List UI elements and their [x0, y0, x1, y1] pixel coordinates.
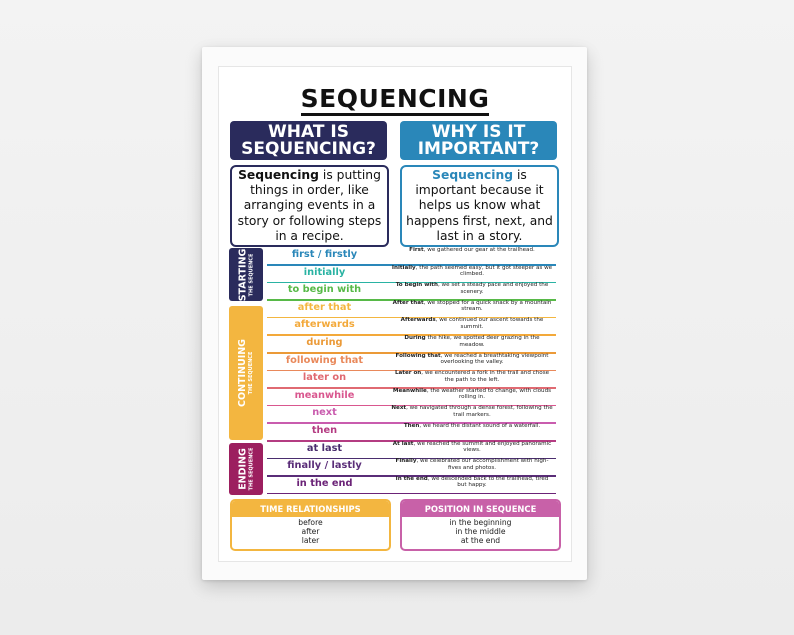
example-keyword: At last	[392, 440, 414, 447]
why-important-header: WHY IS IT IMPORTANT?	[400, 121, 557, 160]
example-keyword: During	[404, 335, 426, 341]
example-sentence	[391, 388, 553, 401]
what-is-box	[230, 165, 389, 247]
example-keyword: Next	[391, 405, 407, 412]
sequence-word: first / firstly	[291, 249, 358, 260]
example-text: , we continued our ascent towards the summit.	[435, 317, 544, 330]
sequence-row	[265, 283, 556, 301]
why-important-box	[400, 165, 559, 247]
example-keyword: First	[409, 247, 424, 253]
sequence-row	[265, 336, 556, 354]
example-text: , we stopped for a quick snack by a mountain stream.	[423, 299, 552, 313]
sequence-row	[265, 424, 556, 442]
what-keyword: Sequencing	[238, 167, 319, 182]
sequence-row	[265, 301, 556, 319]
example-text: the hike, we spotted deer grazing in the meadow.	[425, 335, 540, 348]
example-keyword: Meanwhile	[392, 387, 427, 394]
example-keyword: To begin with	[395, 282, 438, 289]
sequence-word: during	[306, 337, 343, 348]
example-sentence	[391, 423, 553, 430]
example-sentence	[391, 282, 553, 295]
example-text: , we descended back to the trailhead, tired but happy.	[427, 475, 549, 489]
sequence-word: at last	[306, 442, 343, 454]
example-sentence	[391, 353, 553, 366]
row-divider	[267, 493, 556, 495]
time-relationships-header: TIME RELATIONSHIPS	[232, 501, 389, 517]
position-in-sequence-box	[400, 499, 561, 551]
sequence-word: in the end	[296, 477, 353, 489]
list-item: after	[301, 527, 320, 536]
example-keyword: Finally	[395, 458, 417, 465]
sequence-word: after that	[297, 301, 352, 313]
sequence-word: next	[312, 407, 337, 419]
time-relationships-box	[230, 499, 391, 551]
list-item: before	[298, 518, 323, 527]
example-sentence	[391, 317, 553, 330]
list-item: at the end	[460, 536, 501, 545]
sequence-word: then	[311, 425, 338, 436]
continuing-label: CONTINUING THE SEQUENCE	[229, 306, 263, 440]
example-keyword: Initially	[391, 264, 416, 271]
example-text: , we set a steady pace and enjoyed the scenery.	[437, 282, 549, 295]
sequence-row	[265, 459, 556, 477]
example-text: , we celebrated our accomplishment with high-fives and photos.	[416, 458, 549, 471]
example-sentence	[391, 441, 553, 454]
example-text: , we gathered our gear at the trailhead.	[423, 247, 535, 253]
what-text: is putting things in order, like arranging events in a story or following steps in a recipe.	[237, 167, 382, 243]
example-keyword: After that	[392, 299, 424, 306]
example-text: , we heard the distant sound of a waterfall.	[419, 423, 541, 429]
example-text: , we encountered a fork in the trail and chose the path to the left.	[421, 370, 550, 383]
example-sentence	[391, 370, 553, 383]
example-text: , we navigated through a dense forest, following the trail markers.	[406, 405, 553, 418]
sequence-row	[265, 318, 556, 336]
sequence-word: following that	[285, 354, 364, 366]
sequence-row	[265, 354, 556, 372]
example-sentence	[391, 300, 553, 313]
example-sentence	[391, 247, 553, 254]
why-keyword: Sequencing	[432, 167, 514, 182]
sequence-row	[265, 477, 556, 495]
example-keyword: In the end	[395, 475, 428, 482]
list-item: later	[301, 536, 320, 545]
list-item: in the beginning	[449, 518, 512, 527]
list-item: in the middle	[455, 527, 506, 536]
sequence-row	[265, 406, 556, 424]
position-in-sequence-header: POSITION IN SEQUENCE	[402, 501, 559, 517]
example-sentence	[391, 265, 553, 278]
ending-label: ENDING THE SEQUENCE	[229, 443, 263, 495]
example-keyword: Then	[403, 423, 420, 429]
example-text: , the path seemed easy, but it got steeper as we climbed.	[415, 264, 553, 278]
sequence-row	[265, 248, 556, 266]
starting-label: STARTING THE SEQUENCE	[229, 248, 263, 301]
example-keyword: Later on	[394, 370, 422, 377]
poster	[218, 66, 572, 562]
sequence-row	[265, 266, 556, 284]
what-is-header: WHAT IS SEQUENCING?	[230, 121, 387, 160]
sequence-word: finally / lastly	[287, 460, 362, 472]
sequence-row	[265, 371, 556, 389]
example-sentence	[391, 335, 553, 348]
example-keyword: Following that	[395, 352, 441, 359]
sequence-word: meanwhile	[294, 389, 355, 401]
sequence-row	[265, 389, 556, 407]
sequence-word: afterwards	[294, 319, 355, 331]
sequence-row	[265, 442, 556, 460]
example-keyword: Afterwards	[400, 317, 436, 324]
example-text: , we reached a breathtaking viewpoint overlooking the valley.	[440, 352, 549, 366]
example-text: , we reached the summit and enjoyed panoramic views.	[413, 440, 552, 454]
example-sentence	[391, 476, 553, 489]
sequence-word: later on	[302, 372, 347, 384]
example-sentence	[391, 458, 553, 471]
sequence-word: to begin with	[287, 284, 362, 296]
poster-title: SEQUENCING	[218, 84, 572, 113]
why-text: is important because it helps us know what happens first, next, and last in a story.	[406, 167, 553, 243]
example-sentence	[391, 405, 553, 418]
sequence-word: initially	[303, 266, 346, 278]
example-text: , the weather started to change, with clouds rolling in.	[426, 387, 552, 401]
